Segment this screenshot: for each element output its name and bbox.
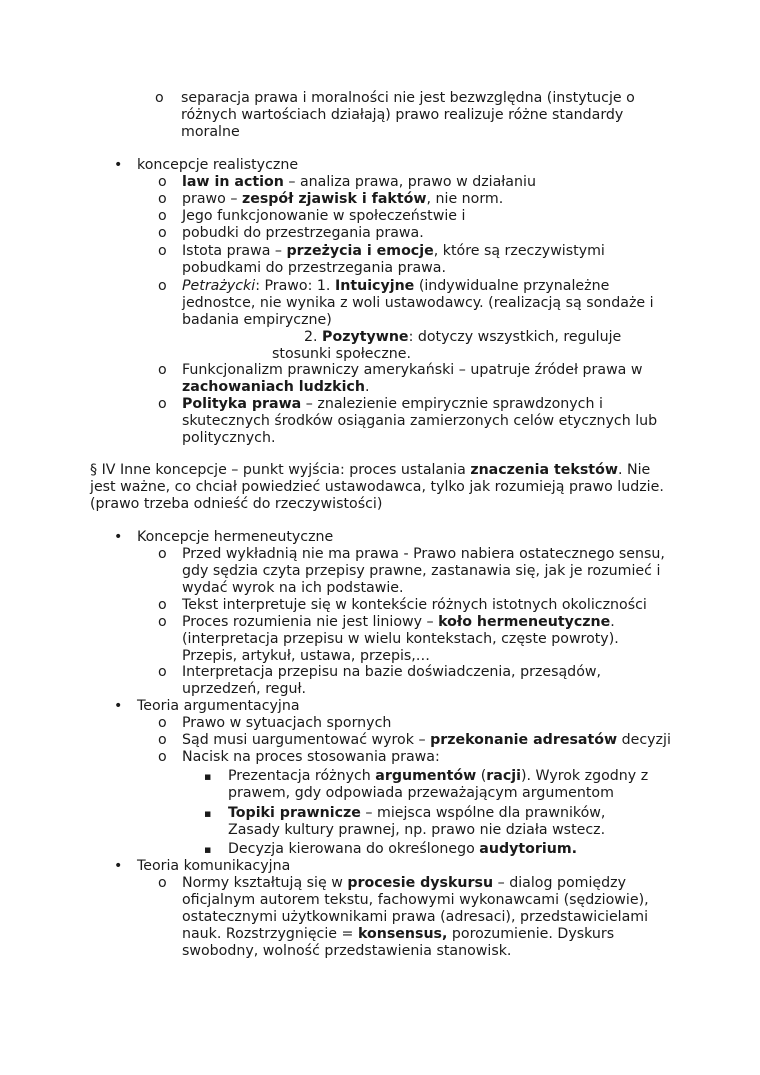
text-run: Petrażycki — [182, 278, 256, 294]
text-run: Istota prawa – — [182, 243, 287, 259]
text-run: Sąd musi uargumentować wyrok – — [182, 732, 431, 748]
disc-bullet-icon: • — [114, 157, 123, 173]
item-text — [182, 278, 662, 329]
text-run: Przed wykładnią nie ma prawa - Prawo nabiera ostatecznego sensu, gdy sędzia czyta przepisy prawne, zastanawia się, jak je rozumieć i wydać wyrok na ich podstawie. — [182, 546, 665, 596]
item-text — [182, 664, 672, 698]
circle-bullet-icon: o — [155, 90, 164, 106]
text-run: pobudki do przestrzegania prawa. — [182, 225, 424, 241]
item-text — [182, 191, 662, 208]
item-text — [182, 546, 672, 597]
text-run: – miejsca wspólne dla prawników, Zasady kultury prawnej, np. prawo nie działa wstecz. — [228, 805, 606, 838]
item-text — [137, 529, 637, 546]
square-bullet-icon: ▪ — [204, 770, 212, 783]
text-run: : Prawo: 1. — [255, 278, 335, 294]
item-text — [181, 90, 651, 141]
circle-bullet-icon: o — [158, 174, 167, 190]
item-text — [182, 225, 662, 242]
text-run: Tekst interpretuje się w kontekście różnych istotnych okoliczności — [182, 597, 647, 613]
circle-bullet-icon: o — [158, 225, 167, 241]
circle-bullet-icon: o — [158, 732, 167, 748]
text-run: Funkcjonalizm prawniczy amerykański – upatruje źródeł prawa w — [182, 362, 643, 378]
item-text — [304, 329, 634, 346]
text-run: koncepcje realistyczne — [137, 157, 299, 173]
text-run: zachowaniach ludzkich — [182, 379, 365, 395]
circle-bullet-icon: o — [158, 243, 167, 259]
text-run: przeżycia i emocje — [286, 243, 434, 259]
text-run: law in action — [182, 174, 284, 190]
circle-bullet-icon: o — [158, 362, 167, 378]
circle-bullet-icon: o — [158, 278, 167, 294]
text-run: Jego funkcjonowanie w społeczeństwie i — [182, 208, 466, 224]
text-run: . (interpretacja przepisu w wielu kontekstach, częste powroty). Przepis, artykuł, ustawa, przepis,… — [182, 614, 619, 664]
text-run: ). Wyrok zgodny z prawem, gdy odpowiada przeważającym argumentom — [228, 768, 649, 801]
item-text — [182, 875, 652, 960]
text-run: separacja prawa i moralności nie jest bezwzględna (instytucje o różnych wartościach działają) prawo realizuje różne standardy moralne — [181, 90, 635, 140]
item-text — [228, 805, 658, 839]
text-run: konsensus, — [357, 926, 448, 942]
paragraph-text — [90, 462, 670, 513]
text-run: stosunki społeczne. — [272, 346, 411, 362]
item-text — [228, 841, 658, 858]
circle-bullet-icon: o — [158, 664, 167, 680]
text-run: Normy kształtują się w — [182, 875, 348, 891]
text-run: Teoria komunikacyjna — [137, 858, 291, 874]
circle-bullet-icon: o — [158, 749, 167, 765]
text-run: , nie norm. — [426, 191, 504, 207]
item-text — [182, 174, 662, 191]
text-run: porozumienie. Dyskurs swobodny, wolność przedstawienia stanowisk. — [182, 926, 615, 959]
item-text — [182, 715, 682, 732]
text-run: Proces rozumienia nie jest liniowy – — [182, 614, 439, 630]
text-run: Koncepcje hermeneutyczne — [137, 529, 334, 545]
text-run: Decyzja kierowana do określonego — [228, 841, 480, 857]
text-run: – znalezienie empirycznie sprawdzonych i skutecznych środków osiągania zamierzonych celów etycznych lub politycznych. — [182, 396, 658, 446]
text-run: Interpretacja przepisu na bazie doświadczenia, przesądów, uprzedzeń, reguł. — [182, 664, 601, 697]
item-text — [228, 768, 658, 802]
item-text — [137, 698, 637, 715]
circle-bullet-icon: o — [158, 396, 167, 412]
text-run: prawo – — [182, 191, 242, 207]
text-run: koło hermeneutyczne — [438, 614, 611, 630]
item-text — [182, 208, 662, 225]
disc-bullet-icon: • — [114, 698, 123, 714]
item-text — [182, 243, 652, 277]
circle-bullet-icon: o — [158, 597, 167, 613]
text-run: – analiza prawa, prawo w działaniu — [283, 174, 536, 190]
text-run: , które są rzeczywistymi pobudkami do przestrzegania prawa. — [182, 243, 605, 276]
text-run: – dialog pomiędzy oficjalnym autorem tekstu, fachowymi wykonawcami (sędziowie), ostatecznymi użytkownikami prawa (adresaci), przedstawicielami nauk. Rozstrzygnięcie = — [182, 875, 649, 942]
text-run: § IV Inne koncepcje – punkt wyjścia: proces ustalania — [90, 462, 471, 478]
text-run: racji — [486, 768, 521, 784]
text-run: argumentów — [375, 768, 477, 784]
item-text — [182, 732, 682, 749]
text-run: Teoria argumentacyjna — [137, 698, 300, 714]
square-bullet-icon: ▪ — [204, 843, 212, 856]
item-text — [182, 597, 682, 614]
text-run: znaczenia tekstów — [470, 462, 618, 478]
text-run: decyzji — [617, 732, 671, 748]
text-run: (indywidualne przynależne jednostce, nie wynika z woli ustawodawcy. (realizacją są sondaże i badania empiryczne) — [182, 278, 654, 328]
circle-bullet-icon: o — [158, 546, 167, 562]
circle-bullet-icon: o — [158, 614, 167, 630]
text-run: Polityka prawa — [182, 396, 302, 412]
item-text — [182, 749, 682, 766]
item-text — [137, 858, 637, 875]
text-run: Nacisk na proces stosowania prawa: — [182, 749, 440, 765]
text-run: Intuicyjne — [334, 278, 415, 294]
text-run: Topiki prawnicze — [228, 805, 361, 821]
circle-bullet-icon: o — [158, 875, 167, 891]
item-text — [182, 614, 672, 665]
text-run: zespół zjawisk i faktów — [241, 191, 427, 207]
text-run: . Nie jest ważne, co chciał powiedzieć ustawodawca, tylko jak rozumieją prawo ludzie. (prawo trzeba odnieść do rzeczywistości) — [90, 462, 664, 512]
circle-bullet-icon: o — [158, 715, 167, 731]
text-run: . — [364, 379, 370, 395]
text-run: przekonanie adresatów — [430, 732, 618, 748]
text-run: ( — [476, 768, 487, 784]
square-bullet-icon: ▪ — [204, 807, 212, 820]
circle-bullet-icon: o — [158, 208, 167, 224]
item-text — [182, 396, 667, 447]
disc-bullet-icon: • — [114, 529, 123, 545]
text-run: audytorium. — [479, 841, 578, 857]
text-run: : dotyczy wszystkich, reguluje — [408, 329, 622, 345]
item-text — [272, 346, 602, 363]
text-run: procesie dyskursu — [347, 875, 494, 891]
item-text — [182, 362, 667, 396]
disc-bullet-icon: • — [114, 858, 123, 874]
text-run: 2. — [304, 329, 323, 345]
text-run: Pozytywne — [322, 329, 409, 345]
item-text — [137, 157, 637, 174]
circle-bullet-icon: o — [158, 191, 167, 207]
text-run: Prezentacja różnych — [228, 768, 376, 784]
text-run: Prawo w sytuacjach spornych — [182, 715, 392, 731]
